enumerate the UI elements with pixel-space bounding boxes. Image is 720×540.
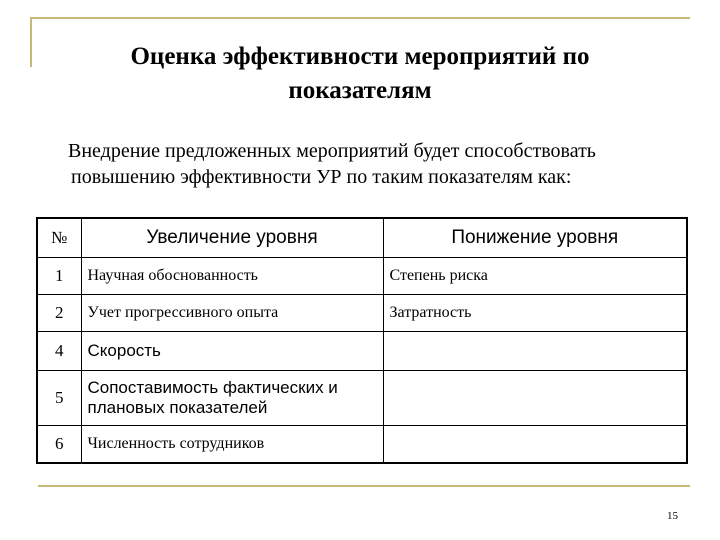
row-number: 5 bbox=[37, 371, 81, 426]
decrease-cell bbox=[383, 332, 687, 371]
slide-frame-left-line bbox=[30, 17, 32, 67]
indicators-table bbox=[36, 217, 688, 464]
decrease-cell bbox=[383, 371, 687, 426]
increase-cell: Учет прогрессивного опыта bbox=[81, 295, 383, 332]
table-row bbox=[37, 258, 687, 295]
title-line-1: Оценка эффективности мероприятий по bbox=[130, 43, 590, 70]
row-number: 4 bbox=[37, 332, 81, 371]
intro-paragraph bbox=[68, 138, 688, 190]
slide-title bbox=[40, 40, 680, 108]
decrease-cell bbox=[383, 426, 687, 464]
slide-frame-bottom-line bbox=[38, 485, 690, 487]
intro-line-2: повышению эффективности УР по таким показателям как: bbox=[71, 166, 572, 188]
page-number: 15 bbox=[667, 510, 678, 522]
increase-cell: Численность сотрудников bbox=[81, 426, 383, 464]
title-line-2: показателям bbox=[288, 77, 432, 104]
increase-cell: Скорость bbox=[81, 332, 383, 371]
table-row bbox=[37, 295, 687, 332]
header-number: № bbox=[37, 218, 81, 258]
row-number: 2 bbox=[37, 295, 81, 332]
decrease-cell: Затратность bbox=[383, 295, 687, 332]
table-row bbox=[37, 426, 687, 464]
intro-line-1: Внедрение предложенных мероприятий будет способствовать bbox=[68, 140, 596, 162]
table-row bbox=[37, 371, 687, 426]
table-header-row bbox=[37, 218, 687, 258]
slide-frame-top-line bbox=[30, 17, 690, 19]
row-number: 6 bbox=[37, 426, 81, 464]
increase-cell: Научная обоснованность bbox=[81, 258, 383, 295]
decrease-cell: Степень риска bbox=[383, 258, 687, 295]
header-decrease: Понижение уровня bbox=[383, 218, 687, 258]
header-increase: Увеличение уровня bbox=[81, 218, 383, 258]
increase-cell: Сопоставимость фактических и плановых показателей bbox=[81, 371, 383, 426]
table-row bbox=[37, 332, 687, 371]
row-number: 1 bbox=[37, 258, 81, 295]
